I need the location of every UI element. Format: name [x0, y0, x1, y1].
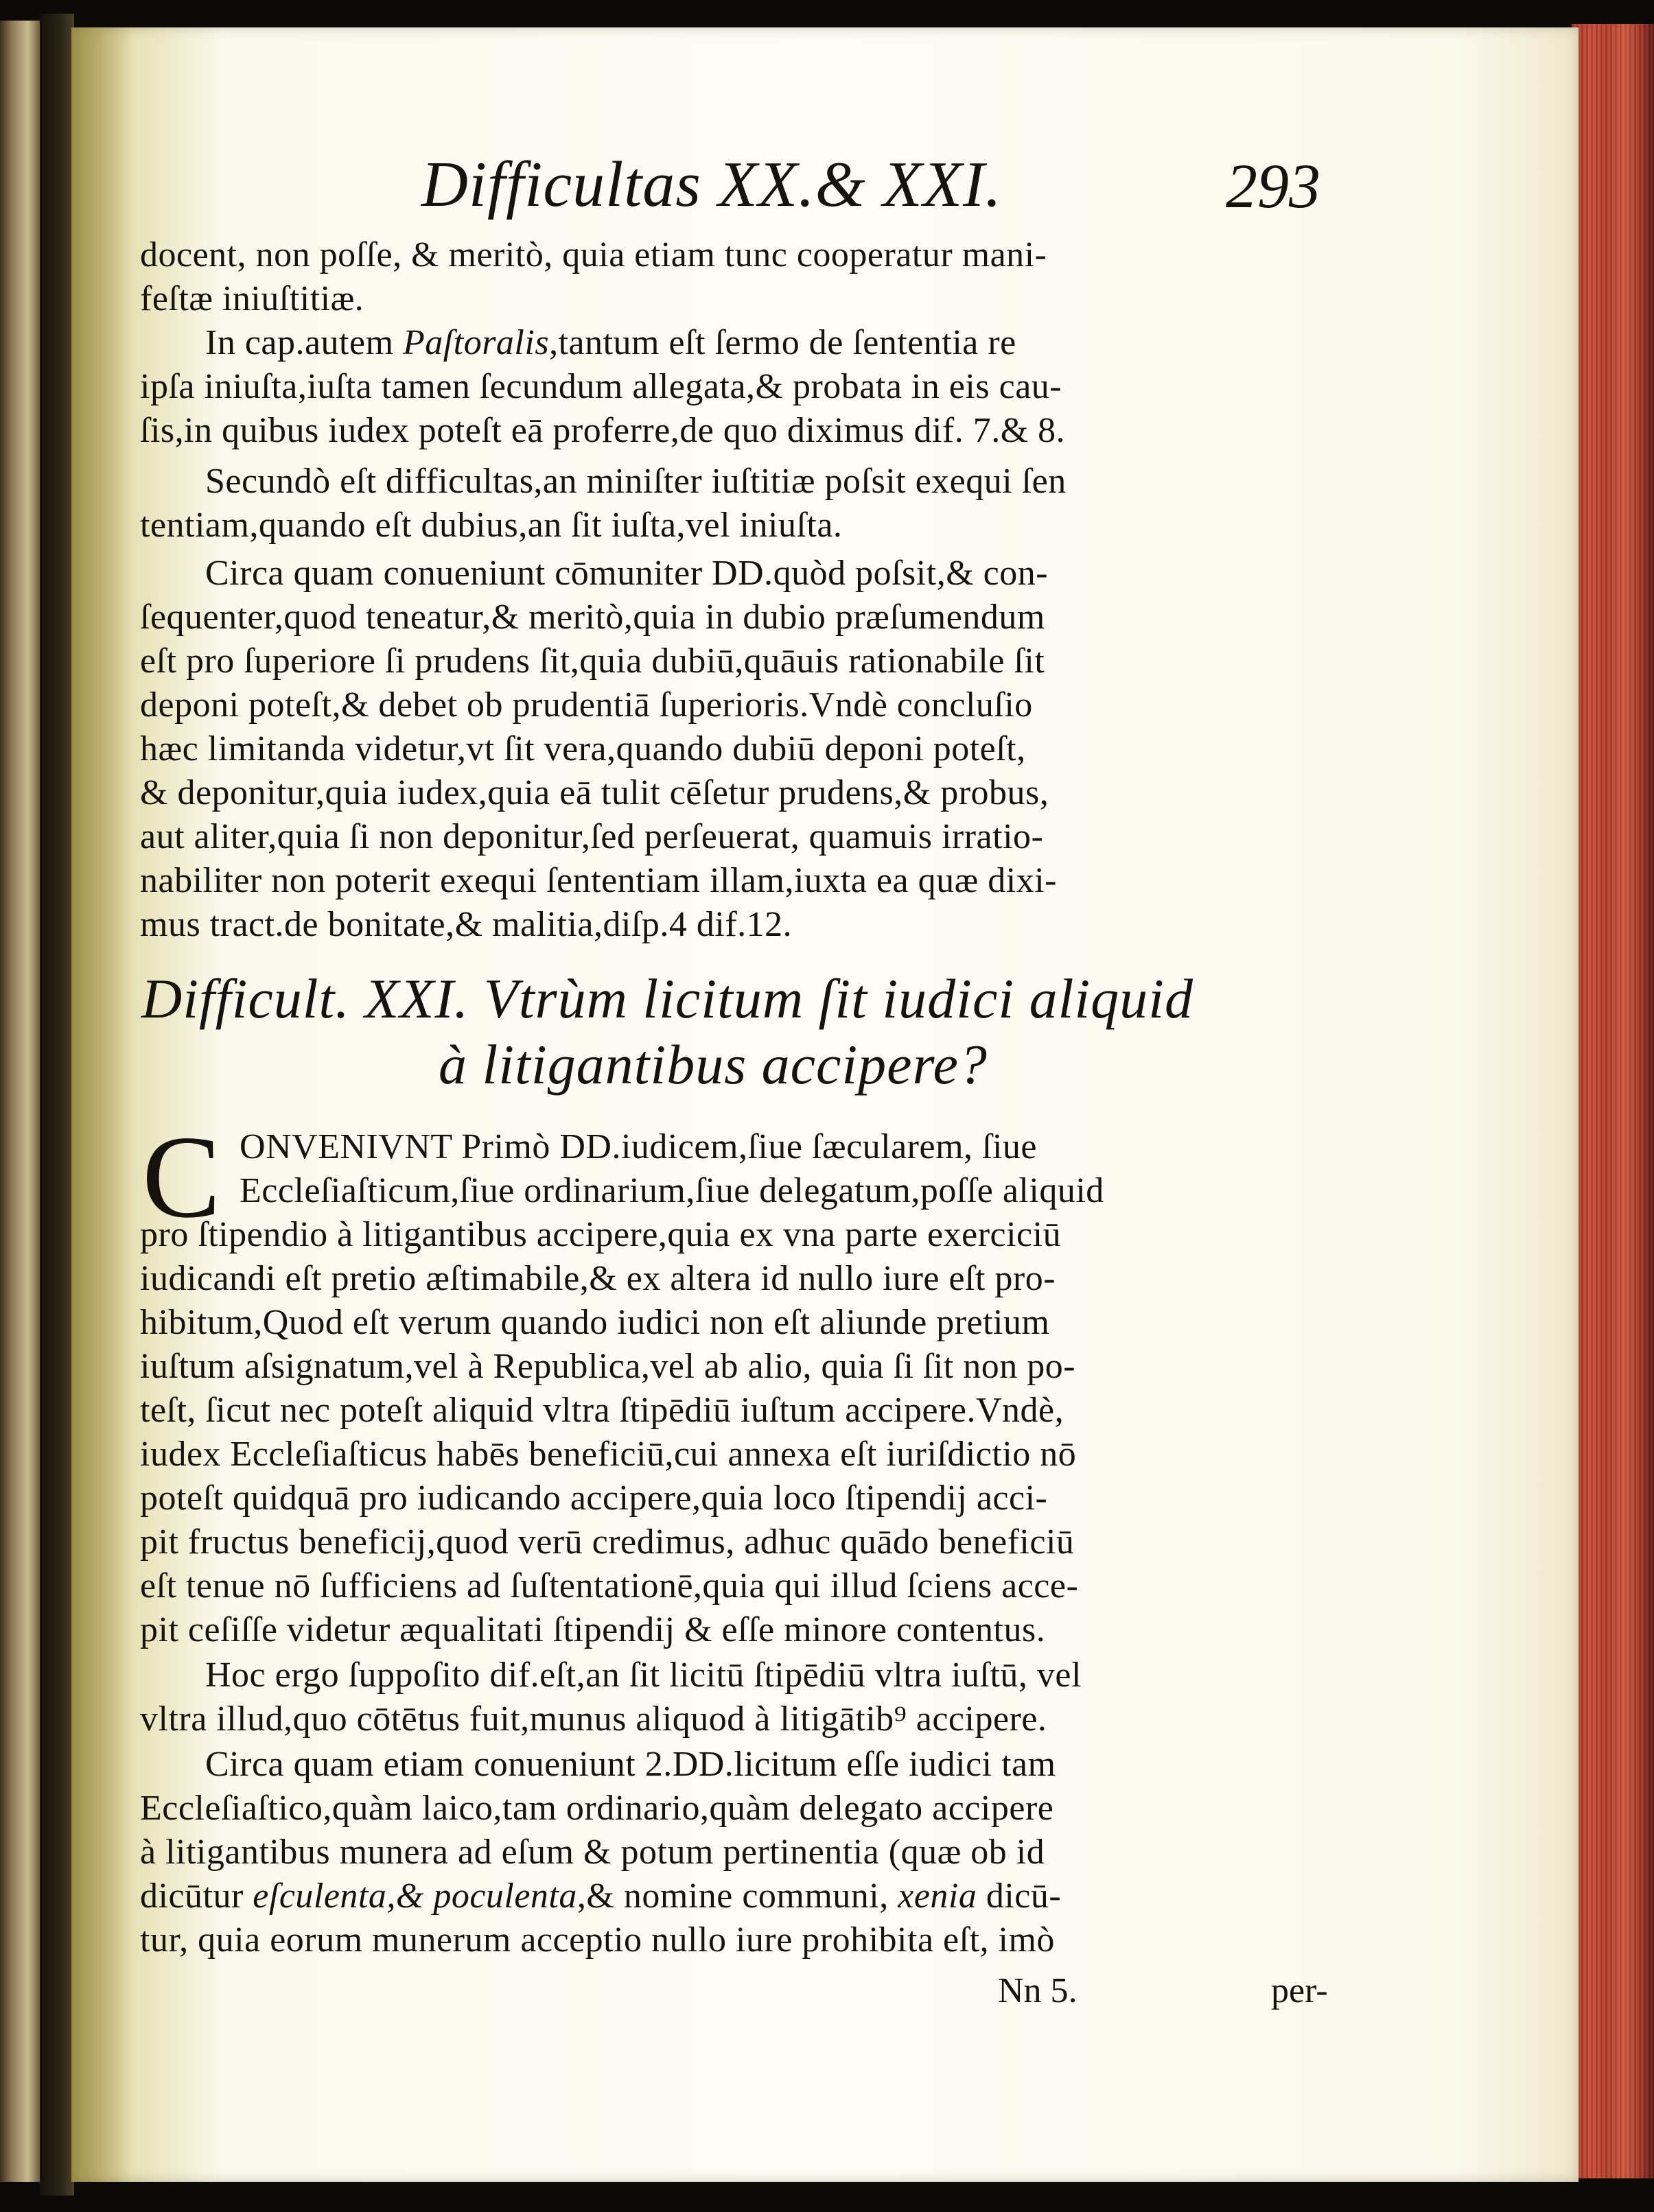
- text-line: vltra illud,quo cōtētus fuit,munus aliquod à litigātib⁹ accipere.: [140, 1699, 1047, 1739]
- catchword: per-: [1271, 1971, 1328, 2010]
- text-span: ,tantum eſt ſermo de ſententia re: [549, 323, 1016, 362]
- text-line: ipſa iniuſta,iuſta tamen ſecundum allegata,& probata in eis cau-: [140, 367, 1062, 406]
- text-line: deponi poteſt,& debet ob prudentiā ſuperioris.Vndè concluſio: [140, 685, 1033, 725]
- text-span: dicūtur: [140, 1876, 253, 1916]
- text-line: ſequenter,quod teneatur,& meritò,quia in dubio præſumendum: [140, 598, 1045, 637]
- text-line: poteſt quidquā pro iudicando accipere,quia loco ſtipendij acci-: [140, 1479, 1048, 1518]
- text-line: teſt, ſicut nec poteſt aliquid vltra ſtipēdiū iuſtum accipere.Vndè,: [140, 1391, 1064, 1430]
- text-line: Eccleſiaſticum,ſiue ordinarium,ſiue delegatum,poſſe aliquid: [240, 1171, 1104, 1210]
- italic-term: xenia: [898, 1876, 977, 1916]
- text-line: iudex Eccleſiaſticus habēs beneficiū,cui annexa eſt iuriſdictio nō: [140, 1435, 1077, 1474]
- text-line: Circa quam conueniunt cōmuniter DD.quòd poſsit,& con-: [205, 554, 1049, 593]
- text-line: [205, 321, 1016, 365]
- text-line: iudicandi eſt pretio æſtimabile,& ex altera id nullo iure eſt pro-: [140, 1259, 1056, 1298]
- red-fore-edge: [1572, 24, 1654, 2178]
- text-span: ,& nomine communi,: [576, 1876, 898, 1916]
- page-number: 293: [1226, 151, 1320, 221]
- text-line: [140, 1874, 1061, 1918]
- text-line: eſt tenue nō ſufficiens ad ſuſtentationē,quia qui illud ſciens acce-: [140, 1566, 1079, 1605]
- drop-cap: C: [142, 1112, 221, 1243]
- text-line: tentiam,quando eſt dubius,an ſit iuſta,vel iniuſta.: [140, 506, 843, 545]
- text-line: tur, quia eorum munerum acceptio nullo iure prohibita eſt, imò: [140, 1920, 1055, 1960]
- text-line: ONVENIVNT Primò DD.iudicem,ſiue ſæcularem, ſiue: [240, 1127, 1037, 1166]
- text-line: pit ceſiſſe videtur æqualitati ſtipendij & eſſe minore contentus.: [140, 1610, 1046, 1649]
- text-line: docent, non poſſe, & meritò, quia etiam tunc cooperatur mani-: [140, 235, 1047, 274]
- text-line: ſis,in quibus iudex poteſt eā proferre,de quo diximus dif. 7.& 8.: [140, 411, 1066, 450]
- text-span: In cap.autem: [205, 323, 404, 362]
- text-span: dicū-: [977, 1876, 1062, 1916]
- section-heading-line-1: Difficult. XXI. Vtrùm licitum ſit iudici aliquid: [141, 967, 1193, 1030]
- text-line: nabiliter non poterit exequi ſententiam illam,iuxta ea quæ dixi-: [140, 861, 1057, 900]
- text-line: Secundò eſt difficultas,an miniſter iuſtitiæ poſsit exequi ſen: [205, 462, 1067, 501]
- text-line: à litigantibus munera ad eſum & potum pertinentia (quæ ob id: [140, 1833, 1045, 1872]
- text-line: feſtæ iniuſtitiæ.: [140, 279, 364, 318]
- text-line: mus tract.de bonitate,& malitia,diſp.4 dif.12.: [140, 905, 793, 944]
- text-line: hæc limitanda videtur,vt ſit vera,quando dubiū deponi poteſt,: [140, 729, 1026, 768]
- running-head: Difficultas XX.& XXI.: [421, 149, 1002, 220]
- text-line: eſt pro ſuperiore ſi prudens ſit,quia dubiū,quāuis rationabile ſit: [140, 642, 1045, 681]
- text-line: pro ſtipendio à litigantibus accipere,quia ex vna parte exerciciū: [140, 1215, 1062, 1254]
- text-line: hibitum,Quod eſt verum quando iudici non eſt aliunde pretium: [140, 1303, 1050, 1342]
- section-heading-line-2: à litigantibus accipere?: [439, 1033, 988, 1096]
- italic-term: eſculenta,& poculenta: [253, 1876, 577, 1916]
- text-line: aut aliter,quia ſi non deponitur,ſed perſeuerat, quamuis irratio-: [140, 817, 1044, 856]
- book-gutter: [40, 14, 74, 2196]
- text-line: Hoc ergo ſuppoſito dif.eſt,an ſit licitū ſtipēdiū vltra iuſtū, vel: [205, 1656, 1082, 1695]
- italic-term: Paſtoralis: [403, 323, 550, 362]
- text-line: Circa quam etiam conueniunt 2.DD.licitum eſſe iudici tam: [205, 1745, 1056, 1784]
- signature-mark: Nn 5.: [998, 1971, 1078, 2010]
- text-line: Eccleſiaſtico,quàm laico,tam ordinario,quàm delegato accipere: [140, 1789, 1054, 1828]
- previous-page-edge: [0, 21, 40, 2182]
- book-page: [71, 27, 1579, 2182]
- text-line: iuſtum aſsignatum,vel à Republica,vel ab alio, quia ſi ſit non po-: [140, 1347, 1076, 1386]
- text-line: pit fructus beneficij,quod verū credimus, adhuc quādo beneficiū: [140, 1522, 1075, 1562]
- text-line: & deponitur,quia iudex,quia eā tulit cēſetur prudens,& probus,: [140, 773, 1049, 812]
